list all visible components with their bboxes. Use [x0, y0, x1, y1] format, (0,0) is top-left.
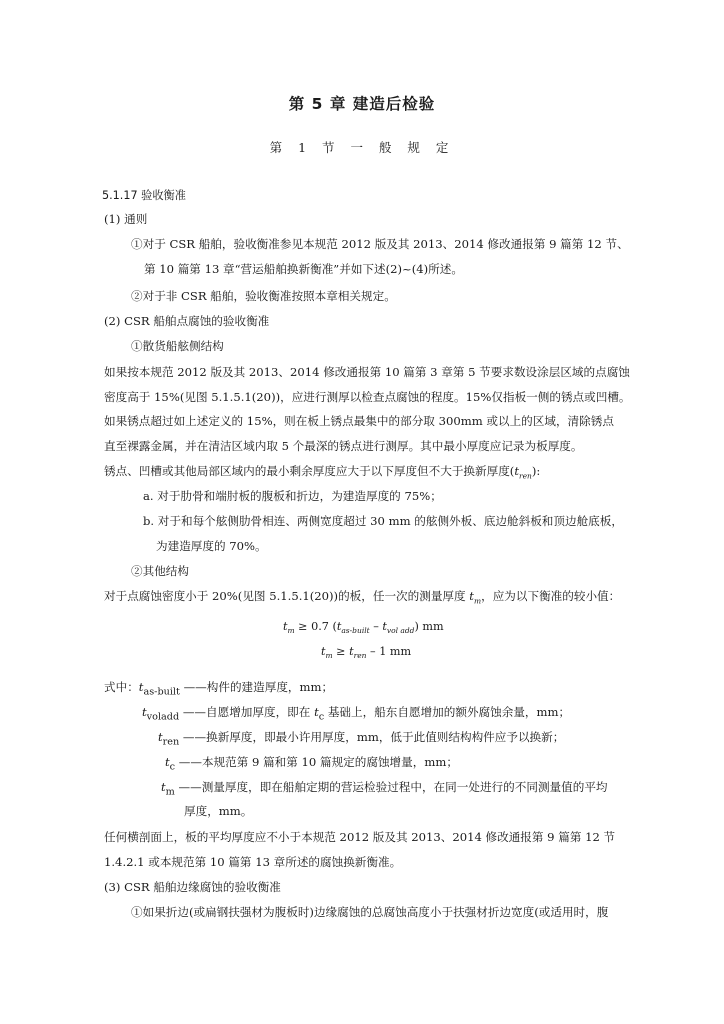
definition-text: ——本规范第 9 篇和第 10 篇规定的腐蚀增量，mm；	[175, 755, 458, 769]
definition-text: ——构件的建造厚度，mm；	[179, 680, 334, 694]
formula-text: – 1 mm	[366, 645, 412, 658]
paragraph-line: 密度高于 15%(见图 5.1.5.1(20))，应进行测厚以检查点腐蚀的程度。15%仅指板一侧的锈点或凹槽。	[104, 390, 631, 404]
definition-row	[161, 779, 608, 800]
list-item: a. 对于肋骨和端肘板的腹板和折边，为建造厚度的 75%；	[143, 489, 442, 503]
list-item: 为建造厚度的 70%。	[156, 539, 267, 553]
subscript: ren	[353, 651, 367, 661]
formula-text: ≥ 0.7 (	[294, 620, 337, 633]
paragraph-line	[104, 463, 540, 484]
formula-2	[321, 644, 411, 664]
text-segment: 锈点、凹槽或其他局部区域内的最小剩余厚度应大于以下厚度但不大于换新厚度(	[104, 464, 515, 478]
symbol-t: t	[161, 780, 166, 794]
symbol-t: t	[142, 705, 147, 719]
subscript: m	[473, 596, 482, 606]
paragraph-line: ①对于 CSR 船舶，验收衡准参见本规范 2012 版及其 2013、2014 修改通报第 9 篇第 12 节、	[131, 237, 629, 251]
definition-text: ——测量厚度，即在船舶定期的营运检验过程中，在同一处进行的不同测量值的平均	[174, 780, 608, 794]
definition-row	[104, 679, 333, 700]
formula-text: ) mm	[414, 620, 444, 633]
symbol-t: t	[349, 645, 354, 658]
subscript: c	[169, 761, 176, 773]
symbol-t: t	[514, 464, 519, 478]
symbol-t: t	[469, 589, 474, 603]
paragraph-line: ①如果折边(或扁钢扶强材为腹板时)边缘腐蚀的总腐蚀高度小于扶强材折边宽度(或适用时，腹	[131, 905, 609, 919]
section-title: 第 1 节 一 般 规 定	[269, 140, 455, 155]
definition-lead: 式中：	[104, 680, 139, 694]
formula-text: ≥	[332, 645, 350, 658]
subscript: voladd	[146, 711, 180, 723]
symbol-t: t	[314, 705, 319, 719]
subscript: as-built	[143, 686, 180, 698]
definition-row	[165, 754, 458, 775]
formula-text: –	[369, 620, 383, 633]
paragraph-line: (3) CSR 船舶边缘腐蚀的验收衡准	[104, 880, 281, 894]
paragraph-line: 1.4.2.1 或本规范第 10 篇第 13 章所述的腐蚀换新衡准。	[104, 855, 402, 869]
paragraph-line: 第 10 篇第 13 章“营运船舶换新衡准”并如下述(2)~(4)所述。	[144, 262, 463, 276]
symbol-t: t	[321, 645, 326, 658]
subscript: m	[287, 626, 295, 636]
paragraph-line: 任何横剖面上，板的平均厚度应不小于本规范 2012 版及其 2013、2014 修改通报第 9 篇第 12 节	[104, 830, 616, 844]
subscript: m	[325, 651, 333, 661]
paragraph-line: 如果按本规范 2012 版及其 2013、2014 修改通报第 10 篇第 3 章第 5 节要求数设涂层区域的点腐蚀	[104, 365, 630, 379]
formula-1	[283, 619, 444, 639]
definition-row: 厚度，mm。	[184, 804, 253, 818]
text-segment: ，应为以下衡准的较小值：	[481, 589, 621, 603]
subscript: c	[318, 711, 325, 723]
symbol-t: t	[336, 620, 342, 633]
paragraph-line: ①散货船舷侧结构	[131, 339, 224, 353]
paragraph-line	[104, 588, 620, 609]
definition-text: 基础上，船东自愿增加的额外腐蚀余量，mm；	[324, 705, 571, 719]
definition-text: ——自愿增加厚度，即在	[179, 705, 315, 719]
paragraph-line: 如果锈点超过如上述定义的 15%，则在板上锈点最集中的部分取 300mm 或以上的区域，清除锈点	[104, 414, 614, 428]
definition-text: ——换新厚度，即最小许用厚度，mm，低于此值则结构构件应予以换新；	[179, 730, 565, 744]
paragraph-line: 直至裸露金属，并在清洁区域内取 5 个最深的锈点进行测厚。其中最小厚度应记录为板厚度。	[104, 439, 583, 453]
clause-heading: 5.1.17 验收衡准	[102, 189, 186, 202]
subscript: m	[165, 786, 175, 798]
subscript: ren	[518, 471, 532, 481]
paragraph-line: ②对于非 CSR 船舶，验收衡准按照本章相关规定。	[131, 289, 396, 303]
text-segment: ):	[531, 464, 541, 478]
subscript: ren	[162, 736, 180, 748]
definition-row	[142, 704, 570, 725]
symbol-t: t	[382, 620, 387, 633]
subscript: as-built	[341, 626, 370, 636]
symbol-t: t	[165, 755, 170, 769]
list-item: b. 对于和每个舷侧肋骨相连、两侧宽度超过 30 mm 的舷侧外板、底边舱斜板和顶边舱底板，	[143, 514, 623, 528]
paragraph-line: (2) CSR 船舶点腐蚀的验收衡准	[104, 314, 270, 328]
paragraph-line: (1) 通则	[104, 212, 148, 226]
paragraph-line: ②其他结构	[131, 564, 189, 578]
symbol-t: t	[158, 730, 163, 744]
subscript: vol add	[386, 626, 415, 636]
text-segment: 对于点腐蚀密度小于 20%(见图 5.1.5.1(20))的板，任一次的测量厚度	[104, 589, 470, 603]
symbol-t: t	[283, 620, 288, 633]
symbol-t: t	[138, 680, 144, 694]
definition-row	[158, 729, 564, 750]
chapter-title: 第 5 章 建造后检验	[288, 95, 436, 113]
